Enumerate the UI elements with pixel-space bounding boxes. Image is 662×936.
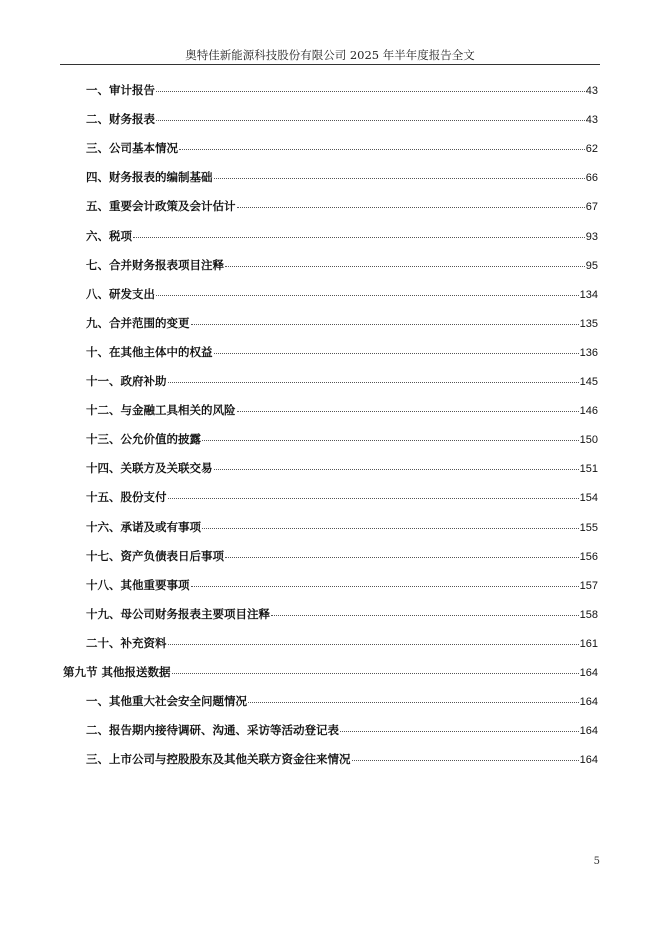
toc-entry[interactable]	[86, 576, 598, 594]
toc-entry-title: 七、合并财务报表项目注释	[86, 257, 224, 272]
toc-leader-dots	[179, 149, 585, 150]
toc-leader-dots	[271, 615, 579, 616]
toc-entry-page: 43	[585, 114, 598, 127]
toc-entry[interactable]	[86, 430, 598, 448]
toc-leader-dots	[225, 557, 579, 558]
header-divider	[60, 64, 600, 65]
toc-leader-dots	[156, 120, 585, 121]
toc-entry-title: 三、公司基本情况	[86, 141, 178, 156]
toc-entry-page: 93	[585, 230, 598, 243]
toc-entry-title: 一、其他重大社会安全问题情况	[86, 694, 247, 709]
toc-leader-dots	[156, 295, 579, 296]
toc-entry-title: 九、合并范围的变更	[86, 315, 190, 330]
toc-entry-page: 145	[579, 376, 598, 388]
toc-leader-dots	[202, 528, 579, 529]
toc-entry-title: 一、审计报告	[86, 83, 155, 97]
toc-entry-title: 十、在其他主体中的权益	[86, 344, 213, 359]
toc-leader-dots	[214, 178, 585, 179]
toc-entry[interactable]	[86, 81, 598, 99]
toc-entry[interactable]	[86, 197, 598, 215]
page-number: 5	[593, 856, 600, 867]
toc-entry[interactable]	[86, 401, 598, 419]
toc-entry-page: 134	[579, 288, 598, 301]
toc-entry-title: 第九节 其他报送数据	[63, 665, 171, 679]
toc-entry-page: 62	[585, 143, 598, 156]
toc-entry[interactable]	[86, 750, 598, 768]
toc-entry-title: 十四、关联方及关联交易	[86, 461, 213, 476]
toc-entry-page: 164	[579, 725, 598, 738]
toc-entry[interactable]	[86, 110, 598, 128]
toc-entry-page: 157	[579, 579, 598, 592]
toc-leader-dots	[214, 469, 579, 470]
toc-entry[interactable]	[86, 285, 598, 303]
page-header-title: 奥特佳新能源科技股份有限公司 2025 年半年度报告全文	[185, 48, 475, 62]
toc-leader-dots	[352, 760, 579, 761]
toc-entry[interactable]	[86, 547, 598, 565]
toc-entry[interactable]	[86, 168, 598, 186]
toc-entry-title: 十五、股份支付	[86, 490, 167, 505]
toc-leader-dots	[225, 266, 585, 267]
toc-leader-dots	[168, 644, 579, 645]
toc-entry-page: 67	[585, 201, 598, 214]
toc-entry-page: 95	[585, 259, 598, 272]
toc-entry-title: 三、上市公司与控股股东及其他关联方资金往来情况	[86, 752, 351, 767]
toc-entry[interactable]	[86, 227, 598, 245]
toc-entry-title: 十九、母公司财务报表主要项目注释	[86, 606, 270, 621]
toc-leader-dots	[237, 411, 579, 412]
toc-entry-page: 156	[579, 550, 598, 563]
toc-leader-dots	[191, 324, 579, 325]
toc-entry[interactable]	[86, 343, 598, 361]
toc-entry[interactable]	[86, 139, 598, 157]
toc-entry[interactable]	[86, 459, 598, 477]
toc-entry[interactable]	[86, 721, 598, 739]
toc-entry-title: 八、研发支出	[86, 286, 155, 301]
toc-entry-page: 146	[579, 405, 598, 418]
toc-leader-dots	[340, 731, 579, 732]
toc-entry-title: 十八、其他重要事项	[86, 577, 190, 592]
toc-entry-page: 135	[579, 317, 598, 330]
toc-entry[interactable]	[86, 605, 598, 623]
toc-leader-dots	[191, 586, 579, 587]
toc-section-entry[interactable]	[63, 663, 598, 681]
toc-entry-page: 164	[579, 754, 598, 767]
toc-entry-page: 151	[579, 463, 598, 476]
toc-entry[interactable]	[86, 692, 598, 710]
toc-entry-page: 43	[585, 85, 598, 97]
toc-leader-dots	[156, 91, 585, 92]
toc-entry[interactable]	[86, 256, 598, 274]
toc-entry-page: 150	[579, 434, 598, 447]
toc-entry-page: 154	[579, 492, 598, 505]
toc-entry[interactable]	[86, 314, 598, 332]
toc-leader-dots	[202, 440, 579, 441]
toc-entry[interactable]	[86, 372, 598, 390]
toc-entry-title: 十一、政府补助	[86, 374, 167, 388]
toc-entry-page: 161	[579, 637, 598, 650]
toc-entry-title: 五、重要会计政策及会计估计	[86, 199, 236, 214]
toc-entry-title: 四、财务报表的编制基础	[86, 170, 213, 185]
toc-entry-page: 136	[579, 346, 598, 359]
toc-leader-dots	[133, 237, 585, 238]
toc-entry-title: 十六、承诺及或有事项	[86, 519, 201, 534]
toc-entry-title: 二、财务报表	[86, 112, 155, 127]
toc-entry-title: 十七、资产负债表日后事项	[86, 548, 224, 563]
toc-entry[interactable]	[86, 634, 598, 652]
toc-entry-title: 六、税项	[86, 228, 132, 243]
toc-entry-page: 164	[579, 667, 598, 679]
toc-leader-dots	[214, 353, 579, 354]
toc-entry-title: 二十、补充资料	[86, 635, 167, 650]
toc-entry-page: 158	[579, 608, 598, 621]
toc-entry-page: 164	[579, 696, 598, 709]
toc-entry-page: 155	[579, 521, 598, 534]
toc-entry-page: 66	[585, 172, 598, 185]
toc-entry-title: 十三、公允价值的披露	[86, 432, 201, 447]
toc-leader-dots	[168, 498, 579, 499]
toc-entry[interactable]	[86, 518, 598, 536]
toc-leader-dots	[168, 382, 579, 383]
toc-entry-title: 十二、与金融工具相关的风险	[86, 403, 236, 418]
toc-entry-title: 二、报告期内接待调研、沟通、采访等活动登记表	[86, 723, 339, 738]
toc-leader-dots	[248, 702, 579, 703]
toc-leader-dots	[172, 673, 579, 674]
toc-leader-dots	[237, 207, 585, 208]
toc-entry[interactable]	[86, 488, 598, 506]
